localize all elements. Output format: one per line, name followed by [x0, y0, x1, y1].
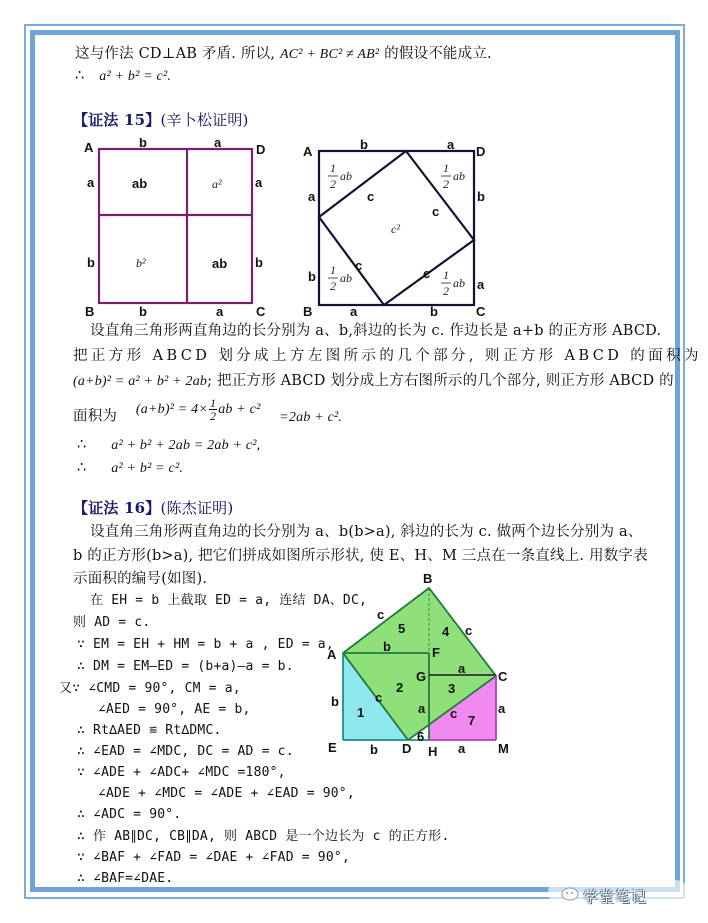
edge-fh-label: a [418, 701, 426, 716]
proof16-line: ∴ ∠EAD = ∠MDC, DC = AD = c. [77, 744, 294, 759]
area-label: 面积为 [73, 408, 118, 425]
cell-ab-bottom: ab [212, 256, 228, 271]
region-6: 6 [417, 729, 425, 744]
frac-num: 1 [210, 396, 217, 410]
triangle-area-top-right [441, 161, 465, 191]
cell-ab-top: ab [132, 176, 148, 191]
region-7: 7 [468, 713, 476, 728]
proof16-line: ∴ ∠BAF=∠DAE. [77, 871, 174, 886]
wechat-icon [560, 886, 580, 902]
right-label-a: a [477, 277, 485, 292]
corner-a: A [84, 140, 94, 155]
formula-part-a: (a+b)² = 4× [135, 401, 208, 417]
point-f: F [432, 645, 440, 660]
top-label-a: a [447, 138, 455, 152]
watermark-text: 学堂笔记 [583, 888, 648, 906]
frac-den: 2 [330, 177, 336, 191]
edge-af-label: b [383, 639, 391, 654]
area-formula-right [135, 396, 261, 423]
region-5: 5 [398, 621, 406, 636]
top-label-a: a [214, 138, 222, 150]
intro-formula: AC² + BC² ≠ AB² [279, 47, 380, 62]
frac-den: 2 [443, 284, 449, 298]
intro-line-1 [75, 45, 492, 64]
para-line-3-text: ; 把正方形 ABCD 划分成上方右图所示的几个部分, 则正方形 ABCD 的 [207, 373, 674, 389]
triangle-area-bottom-right [441, 268, 465, 298]
proof16-figure [320, 565, 520, 760]
proof16-line: ∴ Rt∆AED ≌ Rt∆DMC. [77, 723, 222, 738]
right-label-b: b [255, 255, 263, 270]
edge-cm-label: a [498, 701, 506, 716]
proof16-name: (陈杰证明) [160, 499, 234, 517]
proof16-para-line-1: 设直角三角形两直角边的长分别为 a、b(b>a), 斜边的长为 c. 做两个边长分别为 a、 [90, 524, 643, 540]
region-1: 1 [357, 705, 365, 720]
proof15-para-line-4 [73, 396, 343, 430]
proof15-heading [73, 111, 249, 129]
proof16-line: ∵ ∠BAF + ∠FAD = ∠DAE + ∠FAD = 90°, [77, 850, 350, 865]
frac-num: 1 [330, 161, 336, 175]
proof16-para-line-3: 示面积的编号(如图). [73, 571, 208, 587]
proof16-line: ∠AED = 90°, AE = b, [98, 702, 251, 717]
triangle-area-top-left [328, 161, 352, 191]
therefore-symbol: ∴ [77, 437, 87, 453]
left-label-a: a [87, 175, 95, 190]
proof16-line: ∴ DM = EM—ED = (b+a)—a = b. [77, 659, 294, 674]
frac-den: 2 [443, 177, 449, 191]
corner-b: B [85, 304, 95, 318]
cell-a-squared: a² [212, 177, 222, 191]
formula-part-c: =2ab + c². [279, 409, 343, 425]
area-formula-left: (a+b)² = a² + b² + 2ab [73, 374, 208, 389]
intro-line-2 [75, 67, 171, 86]
top-label-b: b [360, 138, 368, 152]
proof15-para-line-3 [73, 372, 674, 391]
step-2-formula: a² + b² = c². [111, 461, 184, 476]
frac-num: 1 [443, 268, 449, 282]
proof15-name: (辛卜松证明) [160, 111, 249, 129]
proof16-line: 则 AD = c. [73, 615, 151, 630]
triangle-area-bottom-left [328, 263, 352, 293]
point-a: A [327, 647, 337, 662]
region-2: 2 [396, 680, 404, 695]
point-e: E [328, 740, 337, 755]
proof16-line: 在 EH = b 上截取 ED = a, 连结 DA、DC, [90, 593, 368, 608]
hyp-label-2: c [432, 204, 440, 219]
point-m: M [498, 741, 509, 756]
edge-ad-label: c [375, 690, 383, 705]
frac-num: 1 [330, 263, 336, 277]
proof15-para-line-2: 把正方形 ABCD 划分成上方左图所示的几个部分, 则正方形 ABCD 的面积为 [73, 348, 702, 364]
corner-b: B [303, 304, 313, 318]
hyp-label-1: c [367, 189, 375, 204]
formula-part-b: ab + c² [218, 401, 261, 417]
frac-num: 1 [443, 161, 449, 175]
hyp-label-3: c [355, 258, 363, 273]
hyp-label-4: c [423, 266, 431, 281]
proof16-heading [73, 499, 233, 517]
corner-d: D [256, 142, 266, 157]
proof16-line: ∴ 作 AB∥DC, CB∥DA, 则 ABCD 是一个边长为 c 的正方形. [77, 829, 450, 844]
bottom-label-a: a [216, 304, 224, 318]
point-g: G [416, 669, 427, 684]
proof16-line: ∵ EM = EH + HM = b + a , ED = a, [77, 637, 334, 652]
corner-c: C [476, 304, 486, 318]
region-3: 3 [448, 681, 456, 696]
corner-c: C [256, 304, 266, 318]
center-c-squared: c² [391, 222, 400, 236]
left-label-b: b [87, 255, 95, 270]
proof16-line: ∠ADE + ∠MDC = ∠ADE + ∠EAD = 90°, [98, 786, 355, 801]
frac-var: ab [340, 271, 352, 285]
proof16-number: 【证法 16】 [73, 499, 161, 517]
right-label-a: a [255, 175, 263, 190]
corner-d: D [476, 144, 486, 159]
step-1-formula: a² + b² + 2ab = 2ab + c², [111, 438, 261, 453]
region-4: 4 [442, 624, 450, 639]
right-label-b: b [477, 189, 485, 204]
bottom-label-b: b [139, 304, 147, 318]
edge-ab-label: c [377, 607, 385, 622]
frac-var: ab [340, 169, 352, 183]
therefore-symbol: ∴ [75, 68, 85, 84]
point-h: H [428, 744, 438, 759]
bottom-label-b: b [430, 304, 438, 318]
edge-ae-label: b [331, 694, 339, 709]
proof15-right-figure [298, 138, 498, 318]
intro-text-suffix: 的假设不能成立. [384, 46, 492, 62]
edge-bc-label: c [465, 623, 473, 638]
therefore-symbol: ∴ [77, 460, 87, 476]
left-label-b: b [308, 269, 316, 284]
frac-den: 2 [330, 279, 336, 293]
corner-a: A [303, 144, 313, 159]
point-b: B [423, 571, 433, 586]
proof15-para-line-1: 设直角三角形两直角边的长分别为 a、b,斜边的长为 c. 作边长是 a+b 的正方形 ABCD. [90, 323, 662, 339]
proof15-step-1 [77, 436, 260, 455]
edge-hm-label: a [458, 741, 466, 756]
frac-var: ab [453, 169, 465, 183]
edge-gc-label: a [458, 661, 466, 676]
square-abcd [99, 149, 252, 303]
left-label-a: a [308, 189, 316, 204]
bottom-label-a: a [350, 304, 358, 318]
frac-var: ab [453, 276, 465, 290]
edge-dc-label: c [450, 706, 458, 721]
top-label-b: b [139, 138, 147, 150]
point-d: D [402, 741, 412, 756]
proof15-left-figure [80, 138, 280, 318]
cell-b-squared: b² [136, 256, 146, 270]
proof15-number: 【证法 15】 [73, 111, 161, 129]
proof16-line: 又∵ ∠CMD = 90°, CM = a, [59, 681, 241, 696]
frac-den: 2 [210, 409, 217, 423]
edge-ed-label: b [370, 742, 378, 757]
proof16-line: ∵ ∠ADE + ∠ADC+ ∠MDC =180°, [77, 765, 286, 780]
proof15-step-2 [77, 459, 183, 478]
point-c: C [498, 669, 508, 684]
intro-conclusion: a² + b² = c². [99, 69, 172, 84]
intro-text: 这与作法 CD⊥AB 矛盾. 所以, [75, 46, 276, 62]
proof16-para-line-2: b 的正方形(b>a), 把它们拼成如图所示形状, 使 E、H、M 三点在一条直线上. 用数字表 [73, 548, 648, 564]
fraction-half [209, 397, 217, 422]
proof16-line: ∴ ∠ADC = 90°. [77, 807, 182, 822]
